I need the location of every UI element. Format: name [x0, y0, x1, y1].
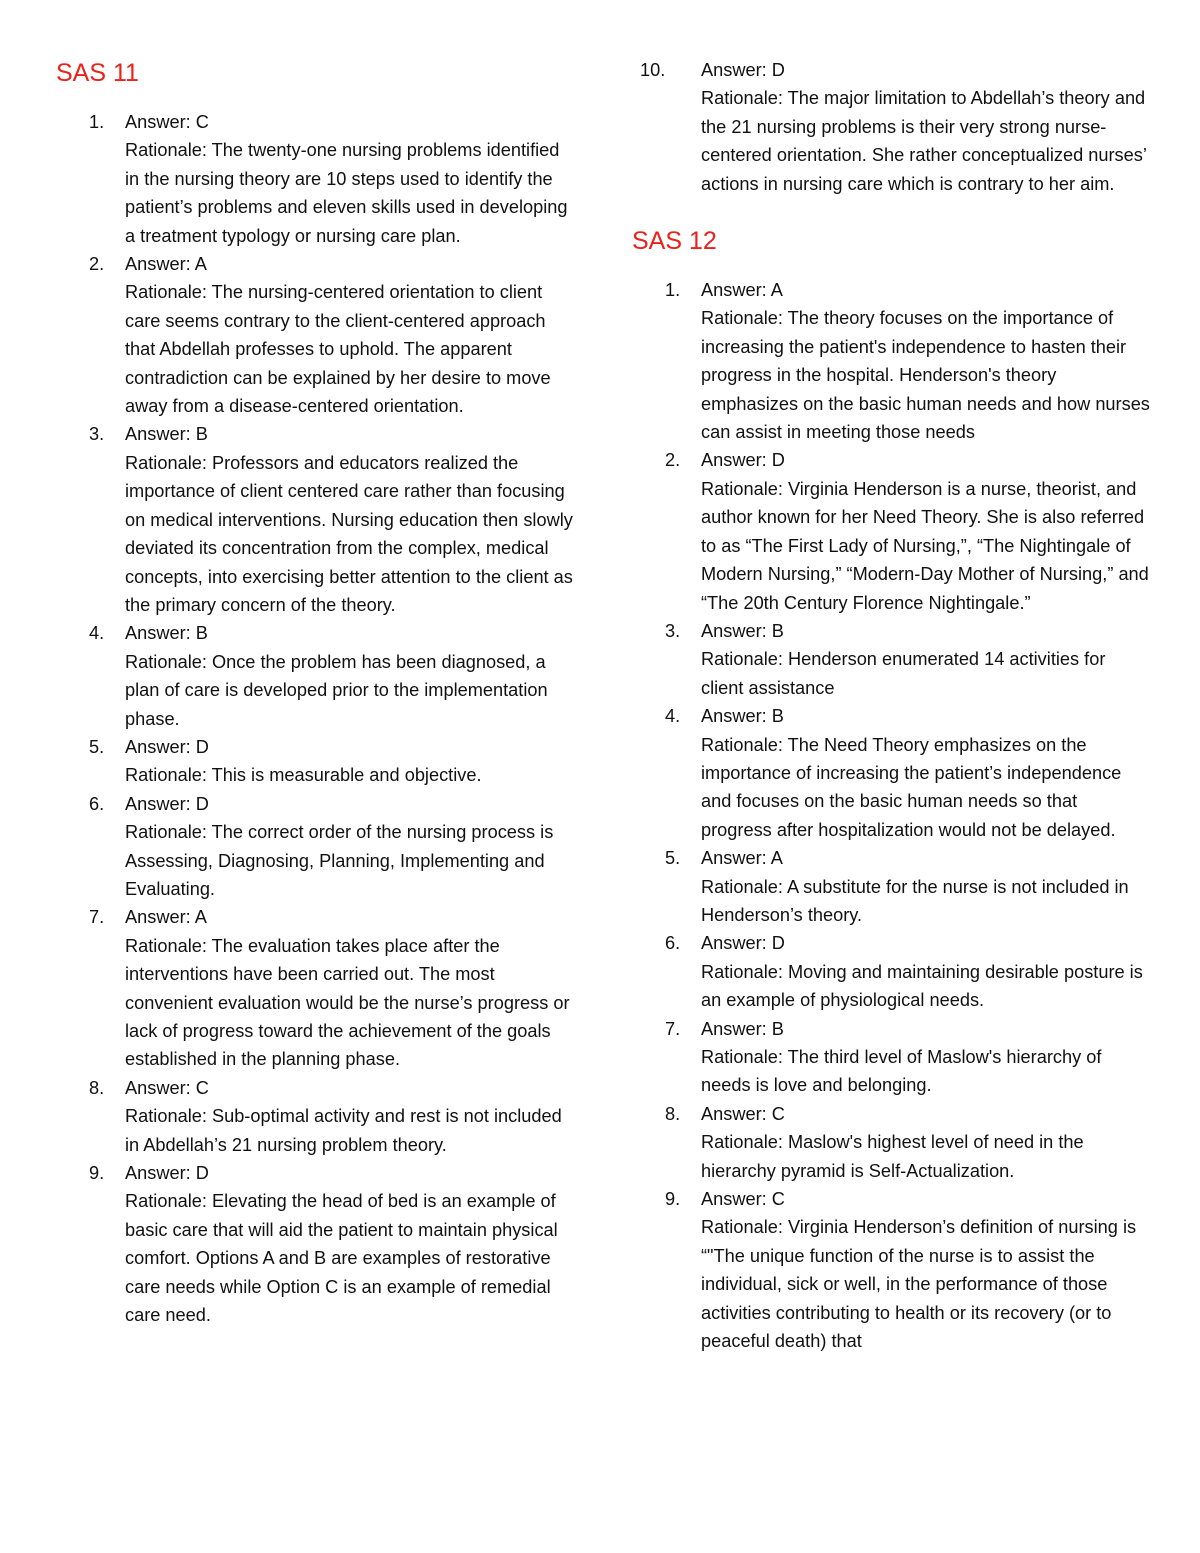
list-item	[56, 250, 576, 420]
item-number: 9.	[665, 1189, 681, 1210]
rationale-text: Rationale: The correct order of the nursing process is Assessing, Diagnosing, Planning, Implementing and Evaluating.	[125, 822, 554, 899]
item-number: 3.	[665, 620, 681, 641]
item-number: 6.	[665, 933, 681, 954]
answer-text: Answer: B	[125, 424, 208, 445]
answer-text: Answer: A	[125, 254, 207, 275]
answer-text: Answer: B	[125, 623, 208, 644]
answer-text: Answer: A	[125, 907, 207, 928]
item-number: 2.	[89, 254, 105, 275]
list-item	[56, 1159, 576, 1329]
rationale-text: Rationale: The nursing-centered orientation to client care seems contrary to the client-centered approach that Abdellah professes to uphold. The apparent contradiction can be explained by her desire to move away from a disease-centered orientation.	[125, 282, 551, 417]
sas11-answer-list	[56, 108, 576, 1329]
rationale-text: Rationale: The twenty-one nursing problems identified in the nursing theory are 10 steps used to identify the patient’s problems and eleven skills used in developing a treatment typology or nursing care plan.	[125, 140, 568, 246]
item-number: 4.	[89, 623, 105, 644]
answer-text: Answer: D	[125, 793, 209, 814]
list-item	[56, 619, 576, 733]
item-number: 5.	[89, 736, 105, 757]
rationale-text: Rationale: Elevating the head of bed is an example of basic care that will aid the patient to maintain physical comfort. Options A and B are examples of restorative care needs while Option C is an example of remedial care need.	[125, 1191, 558, 1326]
item-number: 5.	[665, 848, 681, 869]
left-column	[56, 56, 576, 1329]
rationale-text: Rationale: Virginia Henderson’s definition of nursing is “"The unique function of the nurse is to assist the individual, sick or well, in the performance of those activities contributing to health or its recovery (or to peaceful death) that	[701, 1217, 1137, 1352]
rationale-text: Rationale: Maslow's highest level of need in the hierarchy pyramid is Self-Actualization.	[701, 1132, 1084, 1181]
rationale-text: Rationale: The theory focuses on the importance of increasing the patient's independence to hasten their progress in the hospital. Henderson's theory emphasizes on the basic human needs and how nurses can assist in meeting those needs	[701, 308, 1150, 443]
list-item	[632, 617, 1152, 702]
item-number: 1.	[665, 280, 681, 301]
item-number: 2.	[665, 450, 681, 471]
answer-text: Answer: C	[701, 1103, 785, 1124]
rationale-text: Rationale: The evaluation takes place after the interventions have been carried out. The most convenient evaluation would be the nurse’s progress or lack of progress toward the achievement of the goals established in the planning phase.	[125, 935, 570, 1070]
rationale-text: Rationale: The Need Theory emphasizes on the importance of increasing the patient’s independence and focuses on the basic human needs so that progress after hospitalization would not be delayed.	[701, 734, 1122, 840]
item-number: 6.	[89, 793, 105, 814]
sas12-heading: SAS 12	[632, 227, 717, 256]
answer-text: Answer: C	[125, 1077, 209, 1098]
rationale-text: Rationale: Sub-optimal activity and rest is not included in Abdellah’s 21 nursing problem theory.	[125, 1106, 562, 1155]
answer-text: Answer: D	[701, 60, 785, 80]
answer-text: Answer: A	[701, 848, 783, 869]
item-number: 10.	[640, 60, 666, 80]
list-item	[632, 1185, 1152, 1355]
answer-text: Answer: D	[701, 450, 785, 471]
answer-text: Answer: B	[701, 706, 784, 727]
item-number: 1.	[89, 112, 105, 132]
answer-text: Answer: C	[701, 1189, 785, 1210]
item-number: 7.	[89, 907, 105, 928]
list-item	[56, 1074, 576, 1159]
item-number: 9.	[89, 1163, 105, 1184]
rationale-text: Rationale: Moving and maintaining desirable posture is an example of physiological needs.	[701, 961, 1143, 1011]
answer-text: Answer: C	[125, 112, 209, 132]
item-number: 4.	[665, 706, 681, 727]
list-item	[632, 276, 1152, 446]
list-item	[56, 733, 576, 790]
list-item	[56, 790, 576, 904]
list-item	[632, 1100, 1152, 1185]
right-column	[632, 56, 1152, 1355]
sas11-answer-list-continued	[632, 56, 1152, 198]
answer-text: Answer: D	[125, 1163, 209, 1184]
list-item	[632, 702, 1152, 844]
rationale-text: Rationale: Henderson enumerated 14 activities for client assistance	[701, 649, 1106, 698]
answer-text: Answer: D	[701, 933, 785, 954]
list-item	[632, 844, 1152, 929]
sas12-answer-list	[632, 276, 1152, 1355]
sas11-heading: SAS 11	[56, 59, 139, 87]
answer-text: Answer: D	[125, 736, 209, 757]
rationale-text: Rationale: Professors and educators realized the importance of client centered care rather than focusing on medical interventions. Nursing education then slowly deviated its concentration from the complex, medical concepts, into exercising better attention to the client as the primary concern of the theory.	[125, 452, 573, 615]
answer-text: Answer: A	[701, 280, 783, 301]
rationale-text: Rationale: This is measurable and objective.	[125, 765, 482, 786]
list-item	[632, 56, 1152, 198]
rationale-text: Rationale: A substitute for the nurse is not included in Henderson’s theory.	[701, 876, 1129, 925]
list-item	[56, 903, 576, 1073]
item-number: 8.	[89, 1077, 105, 1098]
answer-text: Answer: B	[701, 1018, 784, 1039]
rationale-text: Rationale: Virginia Henderson is a nurse, theorist, and author known for her Need Theory. She is also referred to as “The First Lady of Nursing,”, “The Nightingale of Modern Nursing,” “Modern-Day Mother of Nursing,” and “The 20th Century Florence Nightingale.”	[701, 478, 1149, 613]
item-number: 7.	[665, 1018, 681, 1039]
item-number: 8.	[665, 1103, 681, 1124]
list-item	[632, 446, 1152, 616]
rationale-text: Rationale: Once the problem has been diagnosed, a plan of care is developed prior to the implementation phase.	[125, 651, 548, 729]
answer-text: Answer: B	[701, 620, 784, 641]
list-item	[632, 1015, 1152, 1100]
rationale-text: Rationale: The major limitation to Abdellah’s theory and the 21 nursing problems is their very strong nurse-centered orientation. She rather conceptualized nurses’ actions in nursing care which is contrary to her aim.	[701, 88, 1147, 194]
rationale-text: Rationale: The third level of Maslow's hierarchy of needs is love and belonging.	[701, 1047, 1102, 1096]
list-item	[632, 929, 1152, 1014]
list-item	[56, 420, 576, 619]
list-item	[56, 108, 576, 250]
item-number: 3.	[89, 424, 105, 445]
